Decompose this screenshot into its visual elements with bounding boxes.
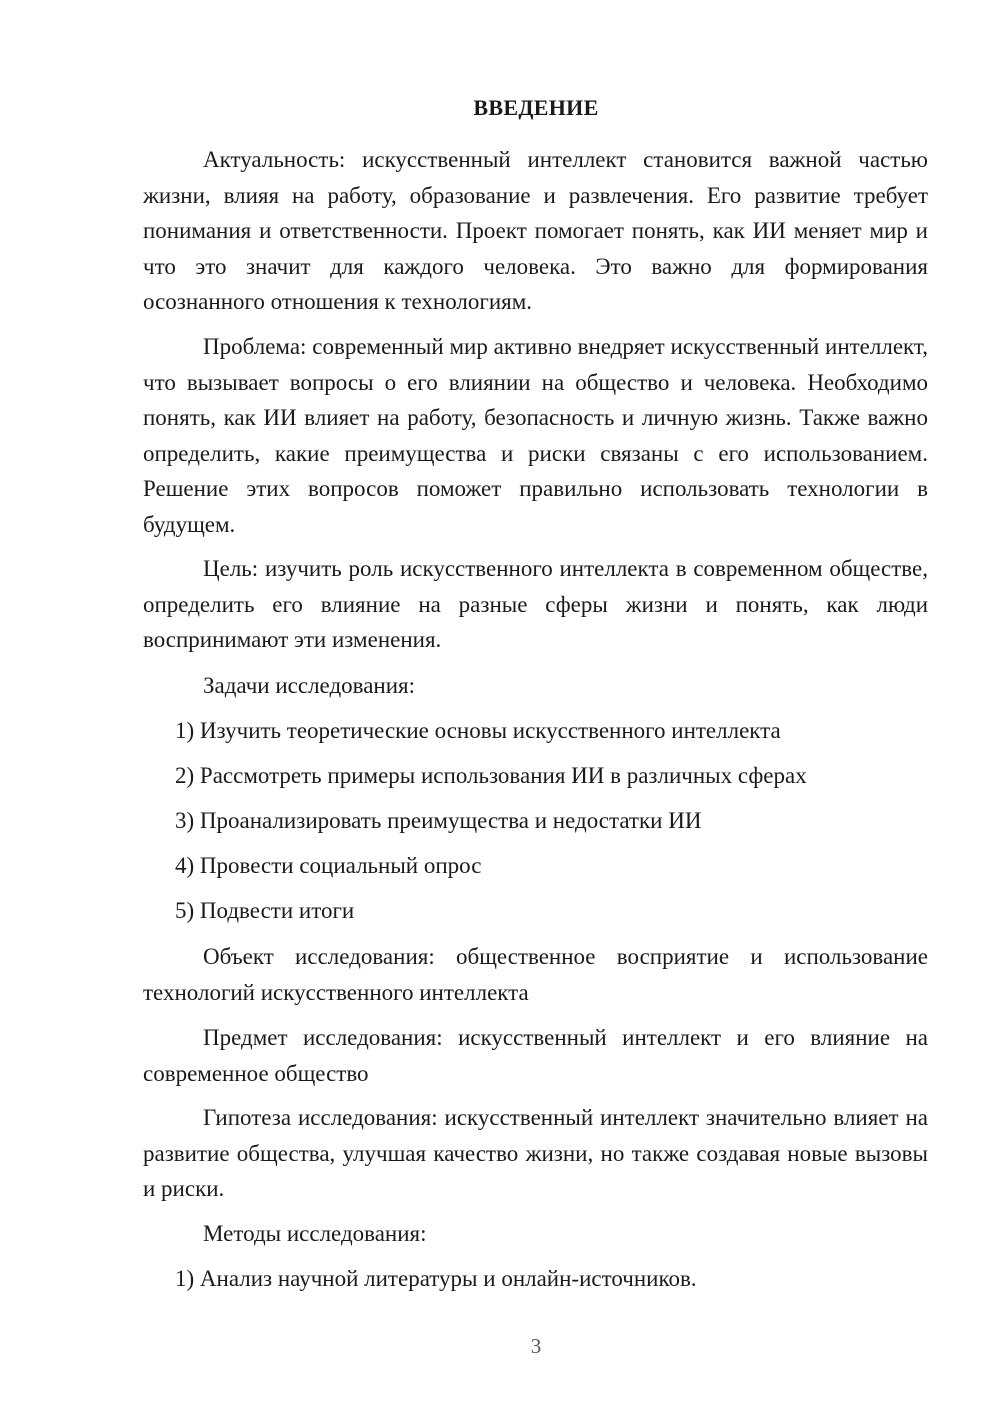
tasks-heading: Задачи исследования: (203, 673, 416, 698)
object-paragraph: Объект исследования: общественное восприятие и использование технологий искусственного интеллекта (143, 944, 928, 1005)
problem-paragraph: Проблема: современный мир активно внедряет искусственный интеллект, что вызывает вопросы о его влиянии на общество и человека. Необходимо понять, как ИИ влияет на работу, безопасность и личную жизнь. Также важно определить, какие преимущества и риски связаны с его использованием. Решение этих вопросов поможет правильно использовать технологии в будущем. (143, 334, 928, 537)
relevance-paragraph: Актуальность: искусственный интеллект становится важной частью жизни, влияя на работу, образование и развлечения. Его развитие требует понимания и ответственности. Проект помогает понять, как ИИ меняет мир и что это значит для каждого человека. Это важно для формирования осознанного отношения к технологиям. (143, 147, 928, 314)
task-item: 4) Провести социальный опрос (175, 853, 482, 878)
task-item: 1) Изучить теоретические основы искусственного интеллекта (175, 718, 781, 743)
section-title: ВВЕДЕНИЕ (473, 95, 599, 120)
page-number: 3 (530, 1334, 542, 1358)
task-item: 3) Проанализировать преимущества и недостатки ИИ (175, 808, 702, 833)
goal-paragraph: Цель: изучить роль искусственного интеллекта в современном обществе, определить его влияние на разные сферы жизни и понять, как люди воспринимают эти изменения. (143, 556, 928, 652)
methods-heading: Методы исследования: (203, 1221, 427, 1246)
task-item: 5) Подвести итоги (175, 898, 355, 923)
task-item: 2) Рассмотреть примеры использования ИИ в различных сферах (175, 763, 807, 788)
subject-paragraph: Предмет исследования: искусственный интеллект и его влияние на современное общество (143, 1025, 928, 1086)
hypothesis-paragraph: Гипотеза исследования: искусственный интеллект значительно влияет на развитие общества, улучшая качество жизни, но также создавая новые вызовы и риски. (143, 1105, 928, 1201)
method-item: 1) Анализ научной литературы и онлайн-источников. (175, 1266, 697, 1291)
